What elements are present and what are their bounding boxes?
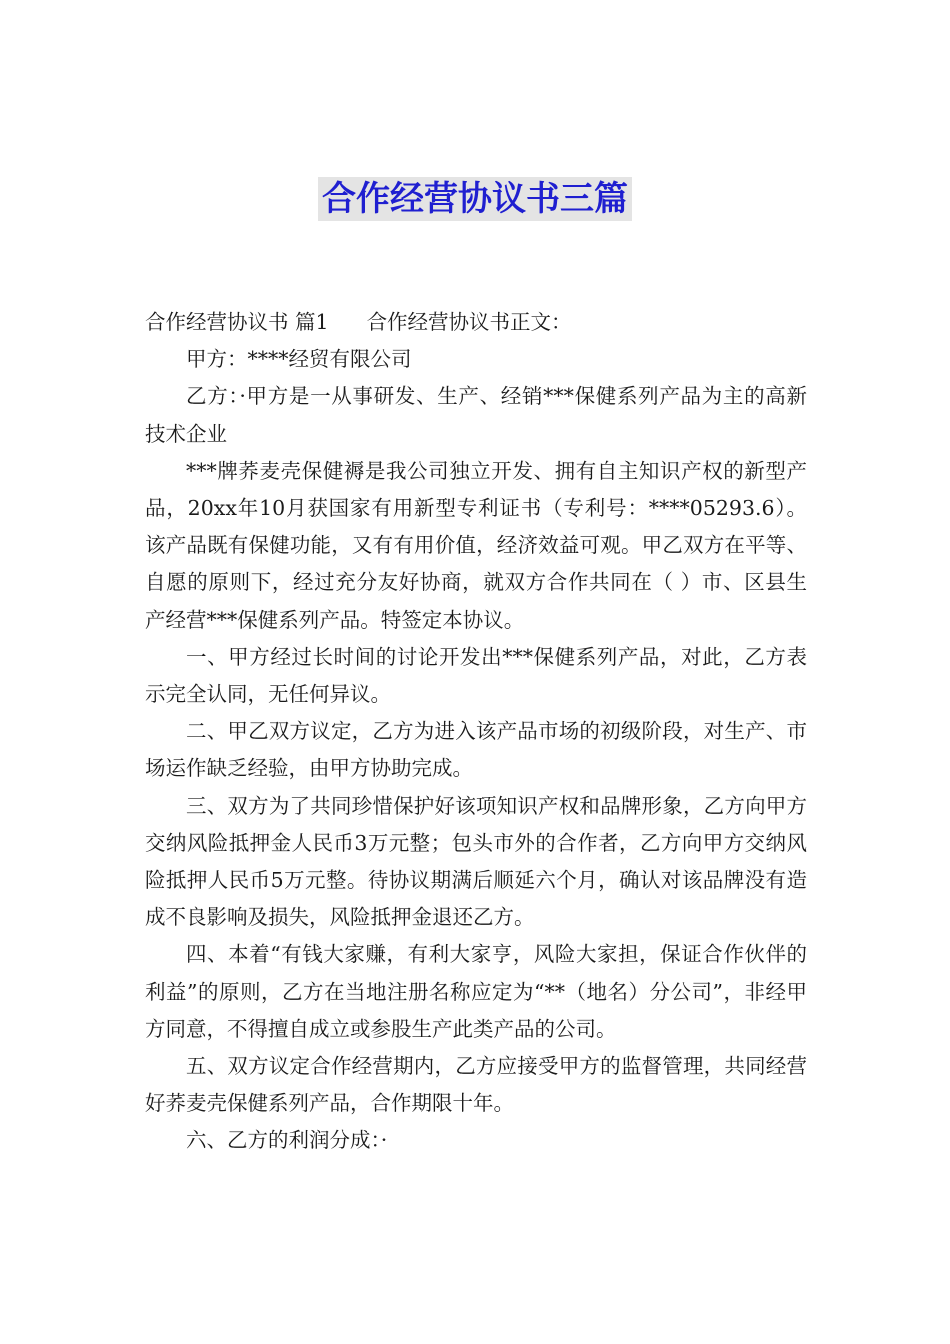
document-body <box>145 304 807 1160</box>
clause-1-paragraph: 一、甲方经过长时间的讨论开发出***保健系列产品，对此，乙方表示完全认同，无任何异议。 <box>145 644 807 707</box>
section-heading-line <box>145 304 807 341</box>
product-intro-paragraph: ***牌荞麦壳保健褥是我公司独立开发、拥有自主知识产权的新型产品，20xx年10月获国家有用新型专利证书（专利号：****05293.6）。该产品既有保健功能，又有有用价值，经济效益可观。甲乙双方在平等、自愿的原则下，经过充分友好协商，就双方合作共同在（ ）市、区县生产经营***保健系列产品。特签定本协议。 <box>145 458 807 632</box>
page-title-text: 合作经营协议书三篇 <box>318 177 632 221</box>
section-heading: 合作经营协议书 篇1 <box>145 310 329 334</box>
clause-4-paragraph: 四、本着“有钱大家赚，有利大家亨，风险大家担，保证合作伙伴的利益”的原则，乙方在当地注册名称应定为“**（地名）分公司”，非经甲方同意，不得擅自成立或参股生产此类产品的公司。 <box>145 942 807 1041</box>
party-a-paragraph: 甲方：****经贸有限公司 <box>186 347 412 372</box>
page-title <box>0 172 950 226</box>
clause-6-paragraph: 六、乙方的利润分成：· <box>186 1128 388 1153</box>
clause-2-paragraph: 二、甲乙双方议定，乙方为进入该产品市场的初级阶段，对生产、市场运作缺乏经验，由甲方协助完成。 <box>145 719 807 781</box>
party-b-paragraph: 乙方：·甲方是一从事研发、生产、经销***保健系列产品为主的高新技术企业 <box>145 384 807 446</box>
clause-3-paragraph: 三、双方为了共同珍惜保护好该项知识产权和品牌形象，乙方向甲方交纳风险抵押金人民币3万元整；包头市外的合作者，乙方向甲方交纳风险抵押人民币5万元整。待协议期满后顺延六个月，确认对该品牌没有造成不良影响及损失，风险抵押金退还乙方。 <box>145 793 807 930</box>
clause-5-paragraph: 五、双方议定合作经营期内，乙方应接受甲方的监督管理，共同经营好荞麦壳保健系列产品，合作期限十年。 <box>145 1054 807 1116</box>
section-subheading: 合作经营协议书正文： <box>366 310 572 334</box>
